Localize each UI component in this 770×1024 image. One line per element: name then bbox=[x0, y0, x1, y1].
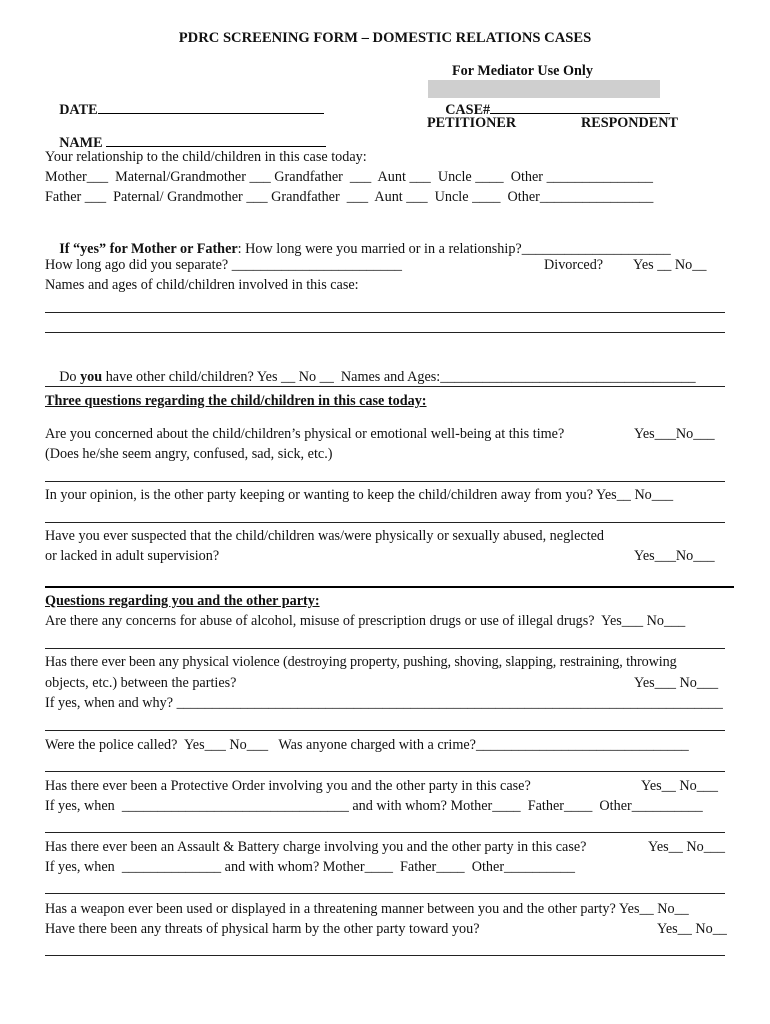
answer-line[interactable] bbox=[45, 481, 725, 482]
answer-line[interactable] bbox=[45, 386, 725, 387]
weapon-question[interactable]: Has a weapon ever been used or displayed in a threatening manner between you and the other party? Yes__ No__ bbox=[45, 901, 689, 917]
mediator-note: For Mediator Use Only bbox=[452, 63, 593, 79]
answer-line[interactable] bbox=[45, 730, 725, 731]
other-children-bold: you bbox=[80, 369, 103, 385]
assault-yes-no[interactable]: Yes__ No___ bbox=[648, 839, 725, 855]
keeping-away-question[interactable]: In your opinion, is the other party keeping or wanting to keep the child/children away from you? Yes__ No___ bbox=[45, 487, 674, 503]
violence-question-line-1: Has there ever been any physical violence (destroying property, pushing, shoving, slapping, restraining, throwing bbox=[45, 654, 677, 670]
drugs-question[interactable]: Are there any concerns for abuse of alcohol, misuse of prescription drugs or use of illegal drugs? Yes___ No___ bbox=[45, 613, 686, 629]
section-heading-parties: Questions regarding you and the other party: bbox=[45, 593, 320, 609]
wellbeing-subtext: (Does he/she seem angry, confused, sad, sick, etc.) bbox=[45, 446, 333, 462]
case-label: CASE# bbox=[445, 102, 491, 118]
answer-line[interactable] bbox=[45, 312, 725, 313]
date-label: DATE bbox=[59, 102, 98, 118]
if-yes-parent-bold: If “yes” for Mother or Father bbox=[59, 241, 238, 257]
abuse-yes-no[interactable]: Yes___No___ bbox=[634, 548, 715, 564]
violence-when-why[interactable]: If yes, when and why? _____________________________________________________________________________ bbox=[45, 695, 723, 711]
date-input-line[interactable] bbox=[98, 99, 324, 114]
answer-line[interactable] bbox=[45, 771, 725, 772]
answer-line[interactable] bbox=[45, 648, 725, 649]
answer-line[interactable] bbox=[45, 893, 725, 894]
answer-line[interactable] bbox=[45, 955, 725, 956]
threats-question: Have there been any threats of physical harm by the other party toward you? bbox=[45, 921, 480, 937]
form-title: PDRC SCREENING FORM – DOMESTIC RELATIONS CASES bbox=[178, 30, 592, 46]
case-input-line[interactable] bbox=[490, 99, 670, 114]
wellbeing-yes-no[interactable]: Yes___No___ bbox=[634, 426, 715, 442]
answer-line[interactable] bbox=[45, 332, 725, 333]
protective-order-yes-no[interactable]: Yes__ No___ bbox=[641, 778, 718, 794]
section-divider bbox=[45, 586, 734, 588]
protective-order-details[interactable]: If yes, when ________________________________ and with whom? Mother____ Father____ Other__________ bbox=[45, 798, 703, 814]
if-yes-parent-rest: : How long were you married or in a relationship?_____________________ bbox=[237, 241, 671, 257]
answer-line[interactable] bbox=[45, 522, 725, 523]
other-children-pre: Do bbox=[59, 369, 81, 385]
respondent-label[interactable]: RESPONDENT bbox=[581, 115, 678, 131]
section-heading-children: Three questions regarding the child/children in this case today: bbox=[45, 393, 427, 409]
other-children-post: have other child/children? Yes __ No __ Names and Ages:____________________________________ bbox=[102, 369, 696, 385]
name-label: NAME bbox=[59, 135, 103, 151]
petitioner-label[interactable]: PETITIONER bbox=[427, 115, 517, 131]
protective-order-question: Has there ever been a Protective Order involving you and the other party in this case? bbox=[45, 778, 531, 794]
assault-question: Has there ever been an Assault & Battery charge involving you and the other party in this case? bbox=[45, 839, 587, 855]
relationship-row-1[interactable]: Mother___ Maternal/Grandmother ___ Grandfather ___ Aunt ___ Uncle ____ Other _______________ bbox=[45, 169, 653, 185]
divorced-yes-no[interactable]: Yes __ No__ bbox=[633, 257, 707, 273]
abuse-question-line-1: Have you ever suspected that the child/children was/were physically or sexually abused, neglected bbox=[45, 528, 605, 544]
violence-yes-no[interactable]: Yes___ No___ bbox=[634, 675, 719, 691]
police-question[interactable]: Were the police called? Yes___ No___ Was anyone charged with a crime?______________________________ bbox=[45, 737, 689, 753]
wellbeing-question: Are you concerned about the child/children’s physical or emotional well-being at this time? bbox=[45, 426, 565, 442]
violence-question-line-2: objects, etc.) between the parties? bbox=[45, 675, 237, 691]
separation-question[interactable]: How long ago did you separate? ________________________ bbox=[45, 257, 403, 273]
abuse-question-line-2: or lacked in adult supervision? bbox=[45, 548, 220, 564]
name-input-line[interactable] bbox=[106, 132, 326, 147]
threats-yes-no[interactable]: Yes__ No__ bbox=[657, 921, 727, 937]
relationship-row-2[interactable]: Father ___ Paternal/ Grandmother ___ Grandfather ___ Aunt ___ Uncle ____ Other________________ bbox=[45, 189, 654, 205]
names-ages-prompt: Names and ages of child/children involved in this case: bbox=[45, 277, 359, 293]
relationship-prompt: Your relationship to the child/children in this case today: bbox=[45, 149, 367, 165]
answer-line[interactable] bbox=[45, 832, 725, 833]
assault-details[interactable]: If yes, when ______________ and with whom? Mother____ Father____ Other__________ bbox=[45, 859, 575, 875]
divorced-label: Divorced? bbox=[544, 257, 604, 273]
